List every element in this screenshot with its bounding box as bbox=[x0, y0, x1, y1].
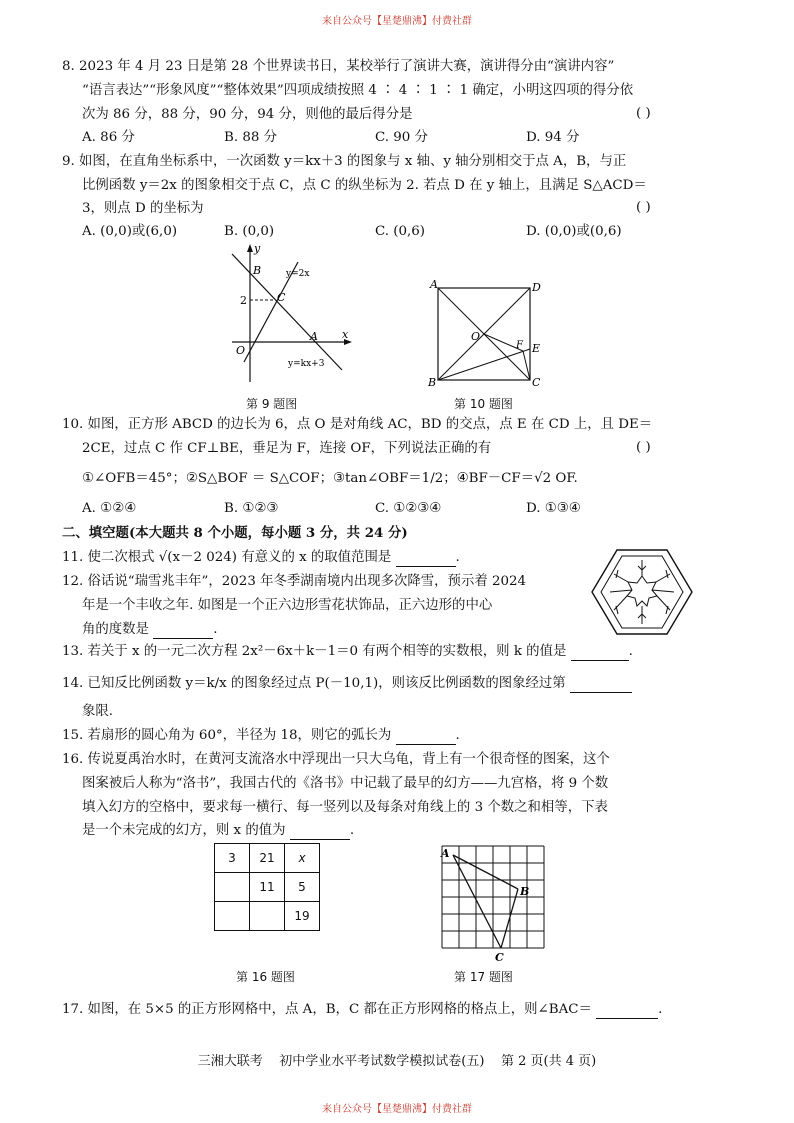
q8-line3: 次为 86 分，88 分，90 分，94 分，则他的最后得分是 bbox=[82, 107, 413, 122]
magic-square-table bbox=[214, 843, 320, 931]
q16-text: 是一个未完成的幻方，则 x 的值为 bbox=[82, 823, 286, 838]
q12-blank bbox=[153, 624, 213, 639]
q10-option-c: C. ①②③④ bbox=[375, 501, 442, 516]
fig9-label-x: x bbox=[342, 328, 349, 341]
fig10-label-o: O bbox=[471, 330, 481, 343]
magic-cell bbox=[215, 902, 250, 931]
fig9-label-line2: y=kx+3 bbox=[288, 359, 325, 369]
q9-option-d: D. (0,0)或(0,6) bbox=[526, 224, 622, 239]
fig10-label-e: E bbox=[532, 342, 541, 355]
q10-line2: 2CE，过点 C 作 CF⊥BE，垂足为 F，连接 OF，下列说法正确的有 bbox=[82, 441, 492, 456]
fig10-label-c: C bbox=[532, 376, 541, 389]
q10-paren: ( ) bbox=[636, 440, 651, 455]
q9-line2: 比例函数 y＝2x 的图象相交于点 C，点 C 的纵坐标为 2. 若点 D 在 y 轴上，且满足 S△ACD＝ bbox=[82, 178, 647, 193]
section-2-heading: 二、填空题(本大题共 8 个小题，每小题 3 分，共 24 分) bbox=[62, 525, 408, 541]
magic-cell: 19 bbox=[285, 902, 320, 931]
q16-line2: 图案被后人称为“洛书”，我国古代的《洛书》中记载了最早的幻方——九宫格，将 9 个数 bbox=[82, 776, 609, 791]
q8-line1: 8. 2023 年 4 月 23 日是第 28 个世界读书日，某校举行了演讲大赛，演讲得分由“演讲内容” bbox=[62, 59, 615, 74]
fig17-label-c: C bbox=[495, 951, 504, 964]
q12-line1: 12. 俗话说“瑞雪兆丰年”，2023 年冬季湖南境内出现多次降雪，预示着 2024 bbox=[62, 574, 527, 589]
q8-option-d: D. 94 分 bbox=[526, 130, 580, 145]
q11-line: 11. 使二次根式 √(x－2 024) 有意义的 x 的取值范围是 . bbox=[62, 550, 460, 565]
q13-blank bbox=[571, 646, 629, 661]
table-row bbox=[215, 844, 320, 873]
fig9-label-line1: y=2x bbox=[286, 269, 310, 279]
q10-option-a: A. ①②④ bbox=[82, 501, 137, 516]
q8-paren: ( ) bbox=[636, 106, 651, 121]
fig10-caption: 第 10 题图 bbox=[454, 397, 513, 411]
q15-blank bbox=[396, 730, 456, 745]
q17-blank bbox=[596, 1004, 658, 1019]
q15-line: 15. 若扇形的圆心角为 60°，半径为 18，则它的弧长为 . bbox=[62, 728, 460, 743]
q9-paren: ( ) bbox=[636, 200, 651, 215]
q12-line2: 年是一个丰收之年. 如图是一个正六边形雪花状饰品，正六边形的中心 bbox=[82, 598, 493, 613]
q14-text: 14. 已知反比例函数 y＝k/x 的图象经过点 P(－10,1)，则该反比例函数的图象经过第 bbox=[62, 676, 566, 691]
q12-line3: 角的度数是 . bbox=[82, 622, 218, 637]
q14-line2: 象限. bbox=[82, 704, 114, 719]
q9-option-b: B. (0,0) bbox=[224, 224, 275, 239]
q11-text: 11. 使二次根式 √(x－2 024) 有意义的 x 的取值范围是 bbox=[62, 550, 392, 565]
fig9-label-o: O bbox=[236, 344, 246, 357]
magic-cell: 11 bbox=[250, 873, 285, 902]
q13-text: 13. 若关于 x 的一元二次方程 2x²－6x＋k－1＝0 有两个相等的实数根，则 k 的值是 bbox=[62, 644, 567, 659]
q9-option-a: A. (0,0)或(6,0) bbox=[82, 224, 178, 239]
fig16-caption: 第 16 题图 bbox=[236, 970, 295, 984]
q16-line3: 填入幻方的空格中，要求每一横行、每一竖列以及每条对角线上的 3 个数之和相等，下表 bbox=[82, 800, 608, 815]
watermark-bottom: 来自公众号【星楚鼎沸】付费社群 bbox=[322, 1104, 472, 1115]
magic-cell: 5 bbox=[285, 873, 320, 902]
fig9-label-2: 2 bbox=[240, 294, 247, 307]
q9-option-c: C. (0,6) bbox=[375, 224, 426, 239]
q10-option-d: D. ①③④ bbox=[526, 501, 581, 516]
magic-cell: x bbox=[285, 844, 320, 873]
q10-option-b: B. ①②③ bbox=[224, 501, 279, 516]
magic-cell: 21 bbox=[250, 844, 285, 873]
q15-text: 15. 若扇形的圆心角为 60°，半径为 18，则它的弧长为 bbox=[62, 728, 392, 743]
figure-10 bbox=[426, 278, 548, 392]
q8-line2: “语言表达”“形象风度”“整体效果”四项成绩按照 4 ∶ 4 ∶ 1 ∶ 1 确定，小明这四项的得分依 bbox=[82, 83, 634, 98]
fig9-label-c: C bbox=[277, 291, 286, 304]
figure-17-grid bbox=[432, 842, 552, 964]
fig9-label-b: B bbox=[253, 264, 262, 277]
q16-line1: 16. 传说夏禹治水时，在黄河支流洛水中浮现出一只大乌龟，背上有一个很奇怪的图案，这个 bbox=[62, 752, 610, 767]
fig9-caption: 第 9 题图 bbox=[246, 397, 298, 411]
q14-line1 bbox=[62, 675, 632, 693]
figure-9 bbox=[218, 242, 358, 392]
watermark-top: 来自公众号【星楚鼎沸】付费社群 bbox=[322, 16, 472, 27]
q9-line3: 3，则点 D 的坐标为 bbox=[82, 201, 204, 216]
magic-cell bbox=[250, 902, 285, 931]
q16-blank bbox=[290, 825, 350, 840]
q9-line1: 9. 如图，在直角坐标系中，一次函数 y＝kx＋3 的图象与 x 轴、y 轴分别相交于点 A，B，与正 bbox=[62, 154, 627, 169]
snowflake-hexagon-figure bbox=[590, 546, 694, 638]
table-row bbox=[215, 902, 320, 931]
q17-line: 17. 如图，在 5×5 的正方形网格中，点 A，B，C 都在正方形网格的格点上，则∠BAC＝ . bbox=[62, 1002, 663, 1017]
fig17-label-a: A bbox=[441, 847, 450, 860]
q8-option-b: B. 88 分 bbox=[224, 130, 278, 145]
fig17-caption: 第 17 题图 bbox=[454, 970, 513, 984]
fig17-label-b: B bbox=[520, 885, 530, 898]
fig9-label-y: y bbox=[254, 242, 261, 255]
q16-line4: 是一个未完成的幻方，则 x 的值为 . bbox=[82, 823, 355, 838]
fig9-label-a: A bbox=[310, 330, 318, 343]
q10-statements: ①∠OFB＝45°；②S△BOF ＝ S△COF；③tan∠OBF＝1/2；④BF－CF＝√2 OF. bbox=[82, 471, 578, 486]
fig10-label-a: A bbox=[430, 278, 438, 291]
q8-option-a: A. 86 分 bbox=[82, 130, 135, 145]
q13-line: 13. 若关于 x 的一元二次方程 2x²－6x＋k－1＝0 有两个相等的实数根，则 k 的值是 . bbox=[62, 644, 633, 659]
q11-blank bbox=[396, 552, 456, 567]
q8-option-c: C. 90 分 bbox=[375, 130, 428, 145]
q12-text: 角的度数是 bbox=[82, 622, 149, 637]
q14-blank bbox=[570, 678, 632, 693]
q17-text: 17. 如图，在 5×5 的正方形网格中，点 A，B，C 都在正方形网格的格点上，则∠BAC＝ bbox=[62, 1002, 592, 1017]
fig10-label-d: D bbox=[532, 281, 541, 294]
magic-cell: 3 bbox=[215, 844, 250, 873]
fig10-label-f: F bbox=[516, 340, 523, 351]
page-footer: 三湘大联考 初中学业水平考试数学模拟试卷(五) 第 2 页(共 4 页) bbox=[197, 1054, 597, 1069]
table-row bbox=[215, 873, 320, 902]
q10-line1: 10. 如图，正方形 ABCD 的边长为 6，点 O 是对角线 AC，BD 的交点，点 E 在 CD 上，且 DE＝ bbox=[62, 417, 653, 432]
fig10-label-b: B bbox=[428, 376, 437, 389]
magic-cell bbox=[215, 873, 250, 902]
